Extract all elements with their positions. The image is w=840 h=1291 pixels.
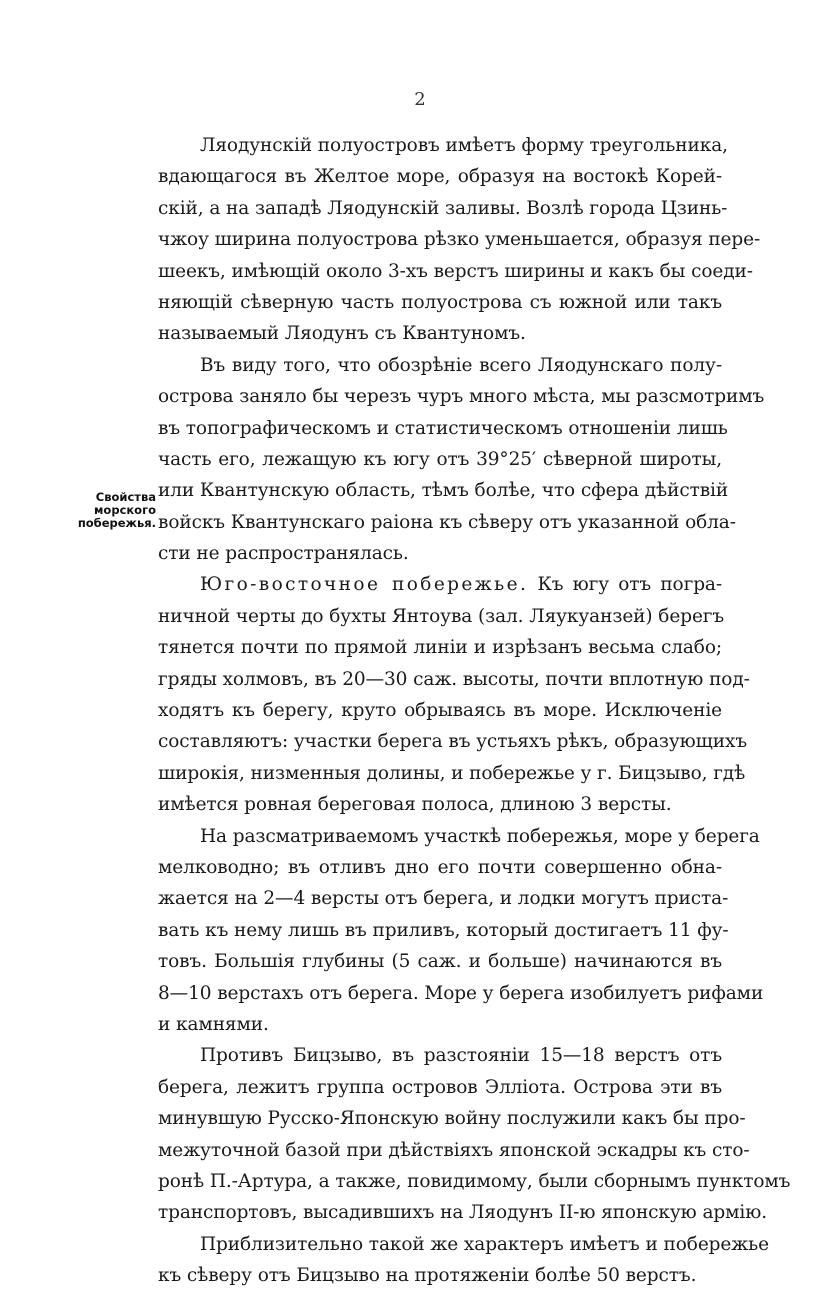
side-note — [70, 491, 156, 530]
text-line: составляютъ: участки берега въ устьяхъ рѣкъ, образующихъ — [158, 731, 748, 753]
text-line: острова заняло бы черезъ чуръ много мѣста, мы разсмотримъ — [158, 386, 765, 408]
text-line: и камнями. — [158, 1013, 269, 1035]
text-span: Къ югу отъ погра- — [537, 574, 723, 596]
text-line: вдающагося въ Желтое море, образуя на востокѣ Корей- — [158, 166, 722, 188]
text-line: мелководно; въ отливъ дно его почти совершенно обна- — [158, 856, 722, 878]
text-line: ходятъ къ берегу, круто обрываясь въ море. Исключеніе — [158, 700, 722, 722]
text-line: Приблизительно такой же характеръ имѣетъ и побережье — [200, 1233, 770, 1255]
page-number: 2 — [414, 89, 426, 110]
side-note-line: побережья. — [77, 516, 156, 530]
text-line: часть его, лежащую къ югу отъ 39°25′ сѣверной широты, — [158, 448, 722, 470]
text-line: шеекъ, имѣющій около 3-хъ верстъ ширины и какъ бы соеди- — [158, 260, 753, 282]
text-line: вать къ нему лишь въ приливъ, который достигаетъ 11 фу- — [158, 919, 729, 941]
paragraph — [158, 821, 764, 1041]
text-line: Ляодунскій полуостровъ имѣетъ форму треугольника, — [200, 135, 728, 156]
paragraph — [158, 1040, 791, 1228]
paragraph — [158, 130, 761, 350]
text-line: Противъ Бицзыво, въ разстояніи 15—18 верстъ отъ — [200, 1045, 722, 1067]
text-line: жается на 2—4 версты отъ берега, и лодки могутъ приста- — [158, 888, 729, 910]
text-line: или Квантунскую область, тѣмъ болѣе, что сфера дѣйствій — [158, 480, 729, 502]
text-line: скій, а на западѣ Ляодунскій заливы. Возлѣ города Цзинь- — [158, 197, 728, 219]
text-line: минувшую Русско-Японскую войну послужили какъ бы про- — [158, 1108, 746, 1130]
text-line: чжоу ширина полуострова рѣзко уменьшается, образуя пере- — [158, 229, 761, 251]
text-line: называемый Ляодунъ съ Квантуномъ. — [158, 323, 526, 345]
text-line: тянется почти по прямой линіи и изрѣзанъ весьма слабо; — [158, 637, 722, 659]
text-line: ничной черты до бухты Янтоува (зал. Ляукуанзей) берегъ — [158, 605, 725, 627]
text-line: товъ. Большія глубины (5 саж. и больше) начинаются въ — [158, 951, 722, 973]
paragraph — [158, 350, 765, 570]
text-line: межуточной базой при дѣйствіяхъ японской эскадры къ сто- — [158, 1139, 750, 1161]
side-note-line: Свойства — [95, 490, 156, 504]
paragraph — [158, 1229, 770, 1291]
text-line: берега, лежитъ группа островов Эллiота. Острова эти въ — [158, 1076, 722, 1098]
text-line: къ сѣверу отъ Бицзыво на протяженіи болѣе 50 верстъ. — [158, 1265, 697, 1287]
text-line: сти не распространялась. — [158, 543, 409, 565]
text-line — [158, 569, 722, 600]
text-line: транспортовъ, высадившихъ на Ляодунъ II-ю японскую армію. — [158, 1202, 768, 1224]
section-heading: Юго-восточное побережье. — [200, 574, 529, 596]
side-note-line: морского — [94, 503, 156, 517]
text-line: няющій сѣверную часть полуострова съ южной или такъ — [158, 291, 722, 313]
text-line: имѣется ровная береговая полоса, длиною 3 версты. — [158, 794, 672, 816]
text-line: Въ виду того, что обозрѣніе всего Ляодунскаго полу- — [200, 354, 722, 376]
text-line: На разсматриваемомъ участкѣ побережья, море у берега — [200, 825, 760, 847]
text-line: войскъ Квантунскаго раіона къ сѣверу отъ указанной обла- — [158, 511, 736, 533]
paragraph — [158, 569, 750, 820]
text-line: гряды холмовъ, въ 20—30 саж. высоты, почти вплотную под- — [158, 668, 750, 690]
text-line: ронѣ П.-Артура, а также, повидимому, были сборнымъ пунктомъ — [158, 1170, 791, 1192]
text-column — [158, 130, 791, 1291]
text-line: въ топографическомъ и статистическомъ отношеніи лишь — [158, 417, 728, 439]
text-line: широкія, низменныя долины, и побережье у г. Бицзыво, гдѣ — [158, 762, 746, 784]
text-line: 8—10 верстахъ отъ берега. Море у берега изобилуетъ рифами — [158, 982, 764, 1004]
